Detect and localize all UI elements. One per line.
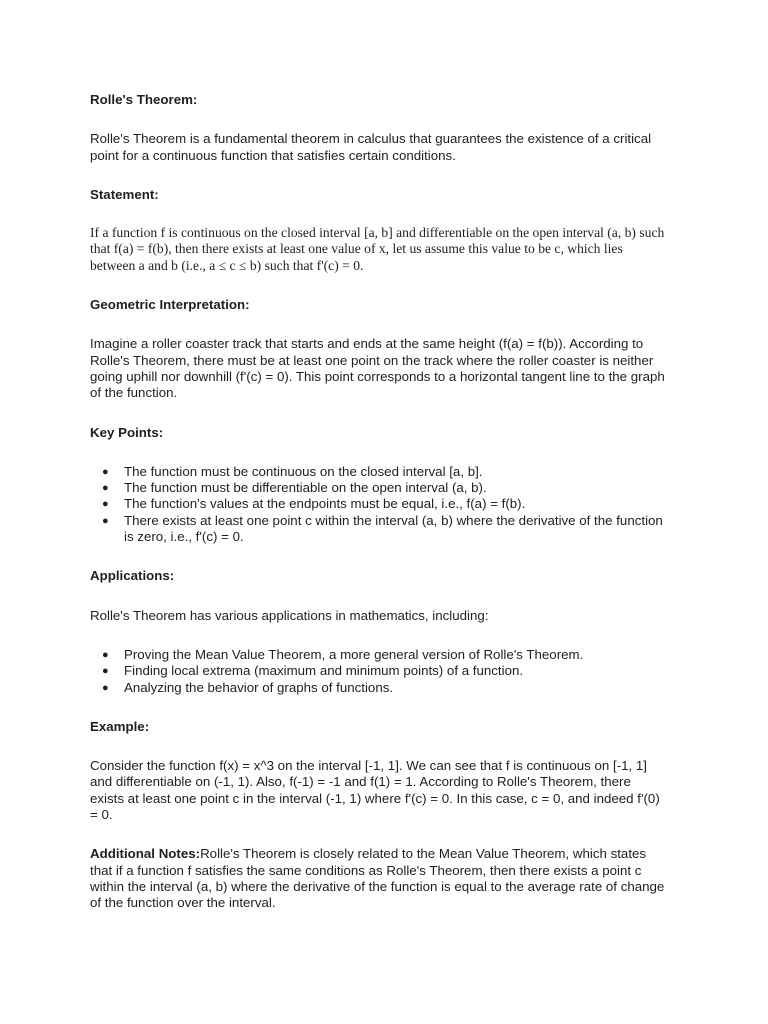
statement-heading: Statement:: [90, 186, 159, 202]
list-item: [90, 663, 665, 679]
list-item: [90, 513, 665, 546]
additional-notes-label: Additional Notes:: [90, 846, 201, 862]
list-item: [90, 496, 665, 512]
document-page: [90, 92, 665, 912]
bullet-icon: ●: [102, 681, 109, 694]
bullet-icon: ●: [102, 665, 109, 678]
statement-paragraph: If a function f is continuous on the closed interval [a, b] and differentiable on the open interval (a, b) such that f(a) = f(b), then there exists at least one value of x, let us assume this value to be c, which lies between a and b (i.e., a ≤ c ≤ b) such that f'(c) = 0.: [90, 225, 665, 273]
applications-intro: Rolle's Theorem has various applications in mathematics, including:: [90, 607, 489, 623]
applications-list: [90, 647, 665, 696]
bullet-icon: ●: [102, 648, 109, 661]
key-points-list: [90, 464, 665, 545]
bullet-icon: ●: [102, 498, 109, 511]
list-item: [90, 647, 665, 663]
additional-notes-text: Rolle's Theorem is closely related to the Mean Value Theorem, which states that if a function f satisfies the same conditions as Rolle's Theorem, then there exists a point c within the interval (a, b) where the derivative of the function is equal to the average rate of change of the function over the interval.: [90, 846, 665, 911]
geometric-heading: Geometric Interpretation:: [90, 297, 250, 313]
bullet-icon: ●: [102, 514, 109, 527]
example-heading: Example:: [90, 718, 150, 734]
list-item-text: The function must be differentiable on the open interval (a, b).: [124, 480, 487, 496]
list-item-text: Analyzing the behavior of graphs of functions.: [124, 679, 394, 695]
list-item-text: The function's values at the endpoints must be equal, i.e., f(a) = f(b).: [124, 496, 526, 512]
list-item-text: There exists at least one point c within the interval (a, b) where the derivative of the function is zero, i.e., f'(c) = 0.: [124, 512, 663, 545]
additional-notes-paragraph: [90, 846, 665, 911]
key-points-heading: Key Points:: [90, 424, 164, 440]
bullet-icon: ●: [102, 465, 109, 478]
list-item-text: Proving the Mean Value Theorem, a more general version of Rolle's Theorem.: [124, 646, 584, 662]
intro-paragraph: Rolle's Theorem is a fundamental theorem in calculus that guarantees the existence of a critical point for a continuous function that satisfies certain conditions.: [90, 131, 652, 163]
list-item-text: Finding local extrema (maximum and minimum points) of a function.: [124, 663, 524, 679]
applications-heading: Applications:: [90, 568, 175, 584]
example-paragraph: Consider the function f(x) = x^3 on the interval [-1, 1]. We can see that f is continuous on [-1, 1] and differentiable on (-1, 1). Also, f(-1) = -1 and f(1) = 1. According to Rolle's Theorem, there exists at least one point c in the interval (-1, 1) where f'(c) = 0. In this case, c = 0, and indeed f'(0) = 0.: [90, 758, 660, 823]
list-item: [90, 480, 665, 496]
list-item: [90, 680, 665, 696]
document-title: Rolle's Theorem:: [90, 92, 198, 107]
list-item: [90, 464, 665, 480]
geometric-paragraph: Imagine a roller coaster track that starts and ends at the same height (f(a) = f(b)). According to Rolle's Theorem, there must be at least one point on the track where the roller coaster is neither going uphill nor downhill (f'(c) = 0). This point corresponds to a horizontal tangent line to the graph of the function.: [90, 336, 665, 401]
bullet-icon: ●: [102, 482, 109, 495]
list-item-text: The function must be continuous on the closed interval [a, b].: [124, 463, 483, 479]
